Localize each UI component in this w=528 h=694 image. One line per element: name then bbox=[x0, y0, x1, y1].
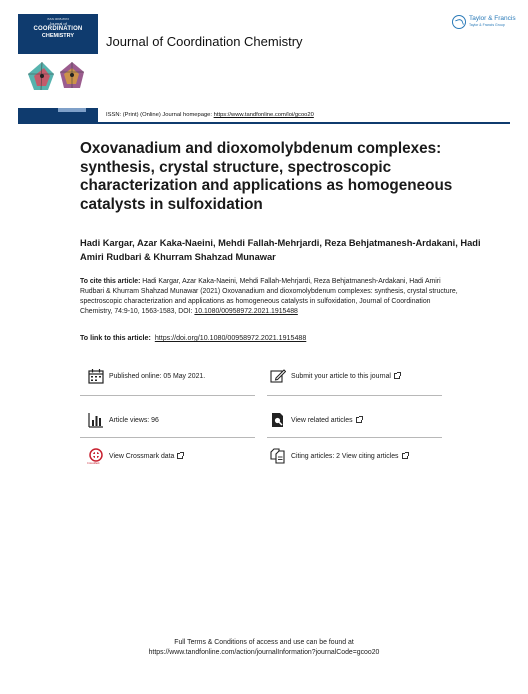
cover-small-text: ISSN 0095-8972 bbox=[46, 17, 70, 21]
article-doi-link[interactable]: https://doi.org/10.1080/00958972.2021.1915488 bbox=[154, 334, 307, 342]
panel-divider bbox=[80, 395, 255, 396]
issn-prefix: ISSN: (Print) (Online) Journal homepage: bbox=[106, 112, 214, 118]
external-link-icon bbox=[177, 453, 183, 459]
citation-label: To cite this article: bbox=[80, 278, 141, 285]
header-divider bbox=[18, 122, 510, 124]
cover-header bbox=[18, 14, 98, 54]
crossmark-icon bbox=[88, 448, 104, 464]
article-views-text: Article views: 96 bbox=[109, 416, 159, 424]
published-online-text: Published online: 05 May 2021. bbox=[109, 372, 206, 380]
journal-cover bbox=[18, 14, 98, 118]
publisher-subtitle: Taylor & Francis Group bbox=[469, 23, 505, 27]
cover-line-3: CHEMISTRY bbox=[41, 33, 75, 39]
footer-terms-text: Full Terms & Conditions of access and use can be found at bbox=[174, 639, 354, 646]
view-crossmark-link[interactable] bbox=[88, 445, 183, 467]
citing-articles-icon bbox=[270, 448, 286, 464]
cover-molecule-image bbox=[18, 54, 98, 102]
view-crossmark-text: View Crossmark data bbox=[109, 452, 175, 460]
calendar-icon bbox=[88, 368, 104, 384]
view-related-text: View related articles bbox=[291, 416, 353, 424]
issn-line bbox=[106, 112, 314, 118]
taylor-francis-icon bbox=[452, 15, 466, 29]
cover-line-1: Journal of bbox=[49, 21, 67, 26]
journal-homepage-link[interactable]: https://www.tandfonline.com/loi/gcoo20 bbox=[213, 112, 314, 118]
submit-article-link[interactable] bbox=[270, 365, 400, 387]
citing-articles-link[interactable] bbox=[270, 445, 408, 467]
document-search-icon bbox=[270, 412, 286, 428]
published-online bbox=[88, 365, 205, 387]
bar-chart-icon bbox=[88, 412, 104, 428]
journal-title: Journal of Coordination Chemistry bbox=[106, 34, 303, 49]
publisher-name: Taylor & Francis bbox=[469, 15, 516, 22]
edit-icon bbox=[270, 368, 286, 384]
article-views bbox=[88, 409, 159, 431]
citation-text: Hadi Kargar, Azar Kaka-Naeini, Mehdi Fallah-Mehrjardi, Reza Behjatmanesh-Ardakani, Hadi Amiri Rudbari & Khurram Shahzad Munawar (2021) Oxovanadium and dioxomolybdenum complexes: synthesis, crystal structure, spectroscopic characterization and applications as homogeneous catalysts in sulfoxidation, Journal of Coordination Chemistry, 74:9-10, 1563-1583, DOI: bbox=[80, 278, 458, 315]
citing-articles-text: Citing articles: 2 View citing articles bbox=[291, 452, 399, 460]
external-link-icon bbox=[394, 373, 400, 379]
publisher-logo bbox=[452, 14, 514, 32]
crossmark-logo-text: CrossMark bbox=[87, 462, 100, 465]
panel-divider bbox=[80, 437, 255, 438]
citation-doi-link[interactable]: 10.1080/00958972.2021.1915488 bbox=[194, 308, 298, 315]
citation-block bbox=[80, 277, 460, 317]
article-authors: Hadi Kargar, Azar Kaka-Naeini, Mehdi Fallah-Mehrjardi, Reza Behjatmanesh-Ardakani, Hadi Amiri Rudbari & Khurram Shahzad Munawar bbox=[80, 238, 481, 262]
article-title: Oxovanadium and dioxomolybdenum complexes: synthesis, crystal structure, spectroscopic characterization and applications as homogeneous catalysts in sulfoxidation bbox=[80, 140, 453, 213]
panel-divider bbox=[267, 395, 442, 396]
footer-terms-url[interactable]: https://www.tandfonline.com/action/journalInformation?journalCode=gcoo20 bbox=[148, 649, 380, 656]
page-footer bbox=[0, 638, 528, 658]
article-link-label: To link to this article: bbox=[80, 334, 151, 342]
article-info-panel bbox=[80, 365, 450, 477]
article-link-line bbox=[80, 334, 306, 342]
external-link-icon bbox=[402, 453, 408, 459]
cover-line-2: COORDINATION bbox=[33, 26, 83, 32]
cover-publisher-tag bbox=[58, 108, 86, 112]
view-related-link[interactable] bbox=[270, 409, 362, 431]
submit-article-text: Submit your article to this journal bbox=[291, 372, 391, 380]
external-link-icon bbox=[356, 417, 362, 423]
panel-divider bbox=[267, 437, 442, 438]
